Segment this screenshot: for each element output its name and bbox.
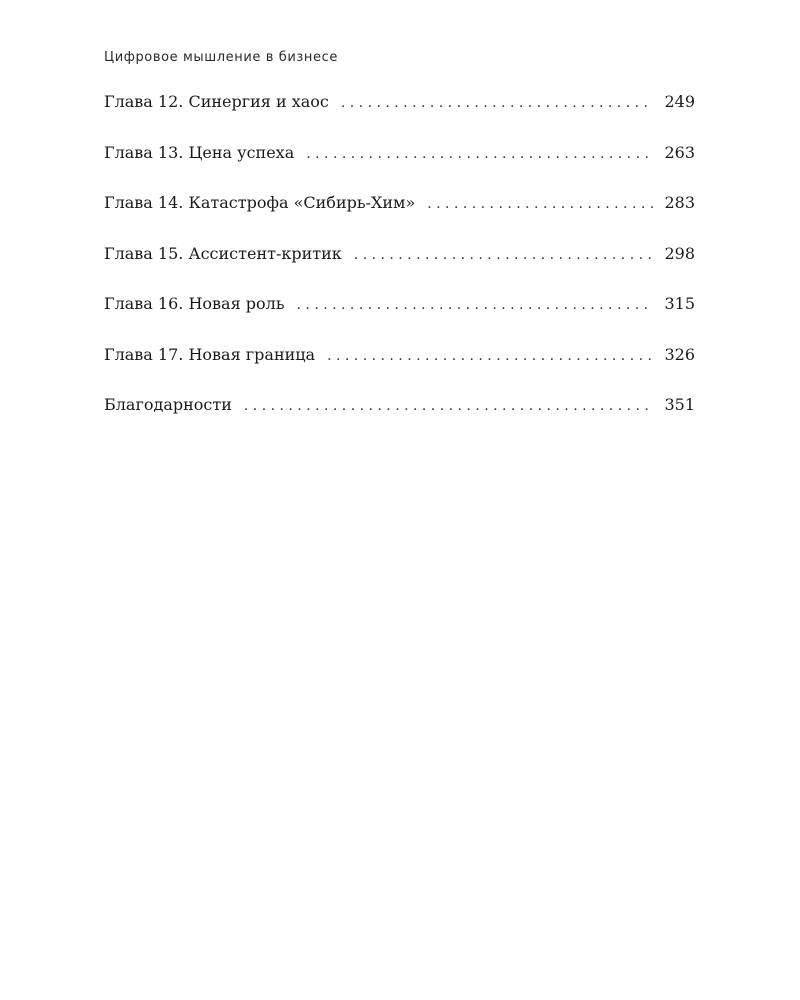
toc-entry-acknowledgements[interactable]	[104, 395, 695, 446]
dot-leader	[427, 196, 653, 212]
toc-entry-title: Глава 16. Новая роль	[104, 294, 285, 313]
toc-entry-page: 283	[664, 193, 695, 212]
toc-entry-page: 249	[664, 92, 695, 111]
dot-leader	[306, 146, 653, 162]
dot-leader	[341, 95, 653, 111]
toc-entry-chapter-16[interactable]	[104, 294, 695, 345]
toc-entry-chapter-12[interactable]	[104, 92, 695, 143]
toc-entry-chapter-17[interactable]	[104, 345, 695, 396]
toc-entry-page: 298	[664, 243, 695, 263]
toc-entry-chapter-15[interactable]	[104, 244, 695, 295]
toc-entry-chapter-13[interactable]	[104, 143, 695, 194]
toc-entry-page: 315	[664, 294, 695, 313]
dot-leader	[327, 348, 653, 364]
toc-entry-title: Глава 14. Катастрофа «Сибирь-Хим»	[104, 193, 416, 212]
toc-entry-title: Глава 15. Ассистент-критик	[104, 243, 342, 263]
toc-entry-page: 263	[664, 142, 695, 162]
toc-entry-title: Благодарности	[104, 395, 232, 414]
table-of-contents	[104, 92, 695, 446]
toc-entry-chapter-14[interactable]	[104, 193, 695, 244]
dot-leader	[354, 247, 653, 263]
dot-leader	[297, 297, 653, 313]
toc-entry-title: Глава 13. Цена успеха	[104, 142, 295, 162]
toc-entry-page: 326	[664, 344, 695, 364]
dot-leader	[244, 398, 653, 414]
toc-entry-page: 351	[664, 395, 695, 414]
toc-entry-title: Глава 12. Синергия и хаос	[104, 92, 329, 111]
toc-entry-title: Глава 17. Новая граница	[104, 344, 316, 364]
running-header: Цифровое мышление в бизнесе	[104, 50, 338, 65]
